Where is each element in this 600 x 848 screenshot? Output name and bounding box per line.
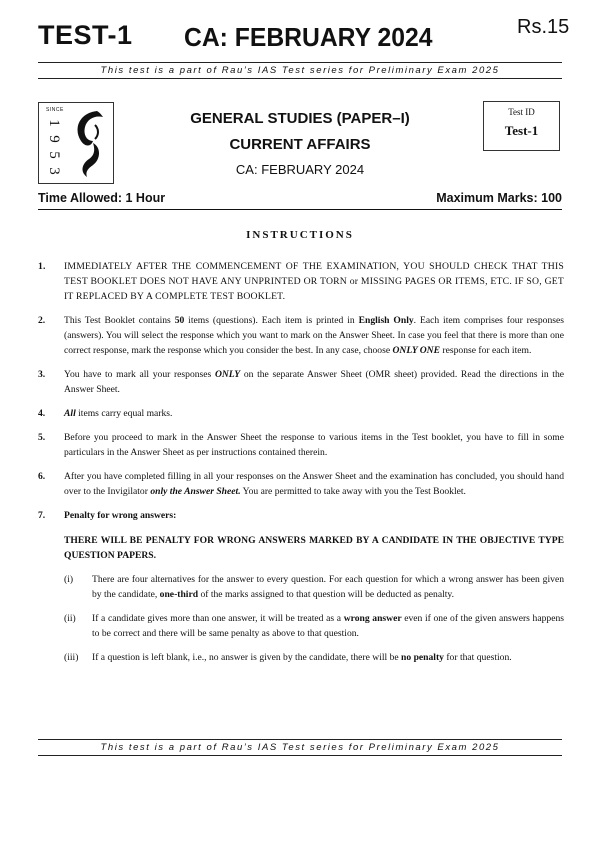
instructions-list <box>38 259 564 674</box>
instruction-item <box>38 430 564 460</box>
item-text: Before you proceed to mark in the Answer Sheet the response to various items in the Test booklet, you have to fill in some particulars in the Answer Sheet as per instructions contained therein. <box>64 432 564 458</box>
paper-subtitle: CURRENT AFFAIRS <box>229 136 371 153</box>
instruction-item <box>38 367 564 397</box>
item-text: If a question is left blank, i.e., no answer is given by the candidate, there will be <box>92 652 402 663</box>
series-banner-top: This test is a part of Rau’s IAS Test series for Preliminary Exam 2025 <box>38 62 562 79</box>
item-text: even if one of the given answers happens to be correct and there will be same penalty as above to that question. <box>92 613 564 639</box>
item-text: You have to mark all your responses <box>64 369 215 380</box>
sub-item <box>64 572 564 602</box>
price-label: Rs.15 <box>517 16 570 38</box>
item-number: 3. <box>38 369 46 380</box>
series-banner-bottom: This test is a part of Rau’s IAS Test series for Preliminary Exam 2025 <box>38 739 562 756</box>
item-emphasis: wrong answer <box>343 613 402 624</box>
sub-item <box>64 611 564 641</box>
item-text: IMMEDIATELY AFTER THE COMMENCEMENT OF THE EXAMINATION, YOU SHOULD CHECK THAT THIS TEST BOOKLET DOES NOT HAVE ANY UNPRINTED OR TORN or MISSING PAGES OR ITEMS, ETC. IF SO, GET IT REPLACED BY A COMPLETE TEST BOOKLET. <box>64 261 564 302</box>
item-text: . Each item comprises four responses (answers). You will select the response which you want to mark on the Answer Sheet. In case you feel that there is more than one correct response, mark the response which you consider the best. In any case, choose <box>64 315 564 356</box>
penalty-note: THERE WILL BE PENALTY FOR WRONG ANSWERS MARKED BY A CANDIDATE IN THE OBJECTIVE TYPE QUESTION PAPERS. <box>64 535 564 561</box>
instruction-item <box>38 508 564 665</box>
item-emphasis: English Only <box>358 315 414 326</box>
instruction-item <box>38 313 564 358</box>
logo-since-text: SINCE <box>46 107 64 113</box>
logo-year-digit: 9 <box>46 135 62 143</box>
paper-month: CA: FEBRUARY 2024 <box>235 162 365 177</box>
item-emphasis: no penalty <box>401 652 444 663</box>
instruction-item <box>38 406 564 421</box>
item-number: 7. <box>38 510 46 521</box>
item-text: of the marks assigned to that question will be deducted as penalty. <box>198 589 454 600</box>
item-number: 5. <box>38 432 46 443</box>
item-emphasis: 50 <box>174 315 185 326</box>
logo-year-digit: 3 <box>46 167 62 175</box>
item-text: If a candidate gives more than one answer, it will be treated as a <box>92 613 344 624</box>
logo-year-digit: 1 <box>46 119 62 127</box>
item-text: There are four alternatives for the answer to every question. For each question for which a wrong answer has been given by the candidate, <box>92 574 564 600</box>
item-emphasis: one-third <box>159 589 199 600</box>
page-title: CA: FEBRUARY 2024 <box>184 22 433 52</box>
item-text: items carry equal marks. <box>75 408 173 419</box>
institute-logo <box>38 102 114 184</box>
logo-emblem-icon <box>67 107 111 179</box>
penalty-title: Penalty for wrong answers: <box>64 510 177 521</box>
item-text: items (questions). Each item is printed in <box>184 315 359 326</box>
item-text: After you have completed filling in all your responses on the Answer Sheet and the examination has concluded, you should hand over to the Invigilator <box>64 471 564 497</box>
divider <box>38 209 562 210</box>
test-id-box <box>483 101 560 151</box>
logo-year <box>44 115 64 179</box>
test-number: TEST-1 <box>38 20 133 50</box>
instruction-item <box>38 469 564 499</box>
item-text: response for each item. <box>440 345 532 356</box>
item-emphasis: All <box>64 408 76 419</box>
item-number: 1. <box>38 261 46 272</box>
maximum-marks: Maximum Marks: 100 <box>436 191 562 205</box>
item-number: 6. <box>38 471 46 482</box>
sub-item-number: (iii) <box>64 652 79 663</box>
item-text: on the separate Answer Sheet (OMR sheet) provided. Read the directions in the Answer Sheet. <box>64 369 564 395</box>
item-text: for that question. <box>443 652 512 663</box>
test-id-label: Test ID <box>508 107 535 117</box>
item-emphasis: ONLY <box>214 369 241 380</box>
logo-year-digit: 5 <box>46 151 62 159</box>
item-number: 4. <box>38 408 46 419</box>
item-text: You are permitted to take away with you the Test Booklet. <box>240 486 466 497</box>
instructions-heading: INSTRUCTIONS <box>246 229 354 241</box>
item-emphasis: only the Answer Sheet. <box>150 486 241 497</box>
item-text: This Test Booklet contains <box>64 315 175 326</box>
sub-item-number: (i) <box>64 574 74 585</box>
test-id-value: Test-1 <box>504 123 539 138</box>
item-number: 2. <box>38 315 46 326</box>
sub-item-number: (ii) <box>64 613 76 624</box>
paper-title: GENERAL STUDIES (PAPER–I) <box>190 110 410 127</box>
sub-item <box>64 650 564 665</box>
item-emphasis: ONLY ONE <box>392 345 441 356</box>
time-allowed: Time Allowed: 1 Hour <box>38 191 166 205</box>
instruction-item <box>38 259 564 304</box>
